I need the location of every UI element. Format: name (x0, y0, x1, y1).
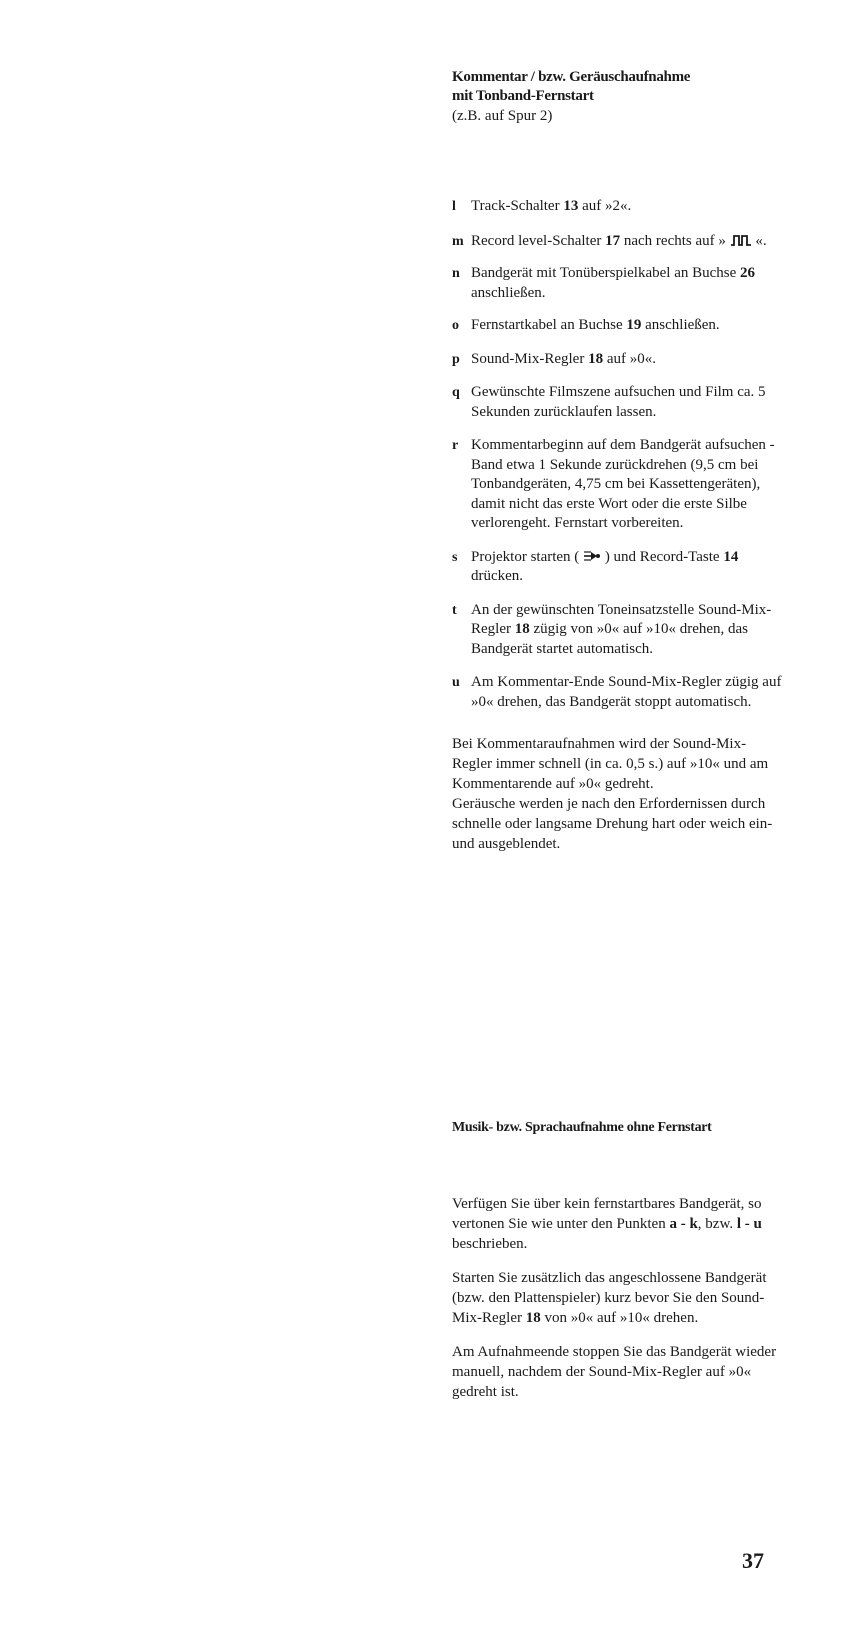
step-n (452, 264, 782, 303)
section-1-subheading: (z.B. auf Spur 2) (452, 108, 553, 124)
step-text: Fernstartkabel an Buchse 19 anschließen. (471, 317, 720, 333)
step-o (452, 316, 782, 336)
steps-list (452, 197, 782, 854)
note-paragraph-2: Geräusche werden je nach den Erfordernissen durch schnelle oder langsame Drehung hart oder weich ein- und ausgeblendet. (452, 796, 773, 852)
section-2-heading: Musik- bzw. Sprachaufnahme ohne Fernstart (452, 1120, 712, 1135)
step-text: Gewünschte Filmszene aufsuchen und Film ca. 5 Sekunden zurücklaufen lassen. (471, 384, 766, 420)
step-letter: l (452, 199, 456, 214)
section-2-paragraph-2: Starten Sie zusätzlich das angeschlossene Bandgerät (bzw. den Plattenspieler) kurz bevor Sie den Sound-Mix-Regler 18 von »0« auf »10« drehen. (452, 1270, 767, 1326)
section-2-body (452, 1194, 782, 1402)
step-r (452, 436, 782, 534)
section-1-header (452, 68, 782, 126)
step-text: Am Kommentar-Ende Sound-Mix-Regler zügig auf »0« drehen, das Bandgerät stoppt automatisch. (471, 674, 782, 710)
step-t (452, 601, 782, 660)
step-letter: t (452, 602, 457, 618)
step-text: Kommentarbeginn auf dem Bandgerät aufsuchen - Band etwa 1 Sekunde zurückdrehen (9,5 cm bei Tonbandgeräten, 4,75 cm bei Kassettengeräten), damit nicht das erste Wort oder die erste Silbe verlorengeht. Fernstart vorbereiten. (471, 437, 775, 531)
step-u (452, 673, 782, 712)
step-text: Bandgerät mit Tonüberspielkabel an Buchse 26 anschließen. (471, 265, 756, 301)
step-text: Projektor starten ( ) und Record-Taste 14 drücken. (471, 548, 739, 584)
step-s (452, 548, 782, 587)
step-letter: u (452, 675, 460, 690)
step-letter: m (452, 233, 464, 249)
step-q (452, 383, 782, 422)
step-letter: q (452, 385, 460, 400)
step-p (452, 350, 782, 370)
step-letter: p (452, 351, 460, 367)
step-letter: s (452, 549, 458, 565)
note-paragraph-1: Bei Kommentaraufnahmen wird der Sound-Mix-Regler immer schnell (in ca. 0,5 s.) auf »10« und am Kommentarende auf »0« gedreht. (452, 736, 769, 792)
step-text: Track-Schalter 13 auf »2«. (471, 198, 632, 214)
step-m (452, 232, 782, 252)
page-number: 37 (742, 1548, 764, 1573)
section-2-paragraph-1: Verfügen Sie über kein fernstartbares Bandgerät, so vertonen Sie wie unter den Punkten a - k, bzw. l - u beschrieben. (452, 1196, 762, 1252)
step-letter: n (452, 266, 460, 281)
step-letter: r (452, 438, 459, 453)
section-2-heading-wrap (452, 1118, 782, 1137)
square-pulse-icon (730, 234, 752, 246)
step-letter: o (452, 318, 459, 333)
projector-forward-icon (583, 550, 601, 562)
step-text: Record level-Schalter 17 nach rechts auf » «. (471, 232, 767, 249)
step-l (452, 197, 782, 217)
section-1-heading-line2: mit Tonband-Fernstart (452, 88, 594, 104)
step-text: Sound-Mix-Regler 18 auf »0«. (471, 350, 656, 367)
section-1-heading-line1: Kommentar / bzw. Geräuschaufnahme (452, 69, 691, 85)
section-2-paragraph-3: Am Aufnahmeende stoppen Sie das Bandgerät wieder manuell, nachdem der Sound-Mix-Regler auf »0« gedreht ist. (452, 1344, 777, 1400)
step-text: An der gewünschten Toneinsatzstelle Sound-Mix-Regler 18 zügig von »0« auf »10« drehen, das Bandgerät startet automatisch. (471, 601, 772, 657)
